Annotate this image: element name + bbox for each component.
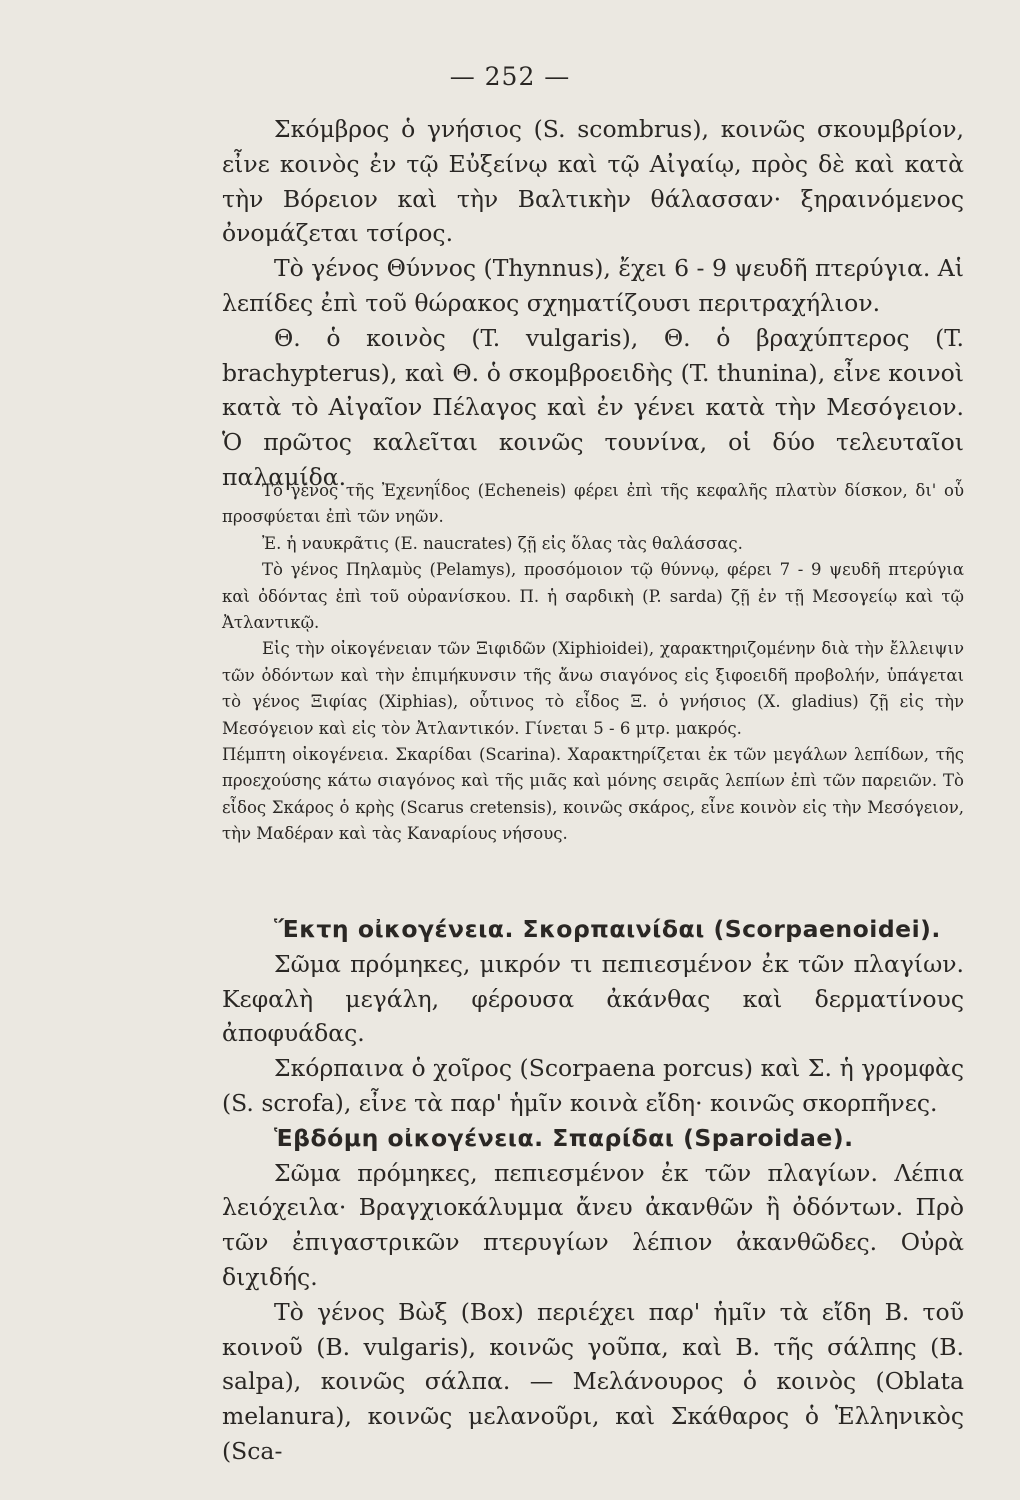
paragraph-thynnus-genus: Τὸ γένος Θύννος (Thynnus), ἔχει 6 - 9 ψευδῆ πτερύγια. Αἱ λεπίδες ἐπὶ τοῦ θώρακος σχηματίζουσι περιτραχήλιον. bbox=[222, 254, 964, 317]
paragraph-xiphioidei: Εἰς τὴν οἰκογένειαν τῶν Ξιφιδῶν (Xiphioidei), χαρακτηριζομένην διὰ τὴν ἔλλειψιν τῶν ὀδόντων καὶ τὴν ἐπιμήκυνσιν τῆς ἄνω σιαγόνος εἰς ξιφοειδῆ προβολήν, ὑπάγεται τὸ γένος Ξιφίας (Xiphias), οὗτινος τὸ εἶδος Ξ. ὁ γνήσιος (X. gladius) ζῇ εἰς τὴν Μεσόγειον καὶ εἰς τὸν Ἀτλαντικόν. Γίνεται 5 - 6 μτρ. μακρός. bbox=[222, 639, 964, 738]
paragraph-scorpaena: Σκόρπαινα ὁ χοῖρος (Scorpaena porcus) καὶ Σ. ἡ γρομφὰς (S. scrofa), εἶνε τὰ παρ' ἡμῖν κοινὰ εἴδη· κοινῶς σκορπῆνες. bbox=[222, 1054, 964, 1117]
paragraph-scombrus: Σκόμβρος ὁ γνήσιος (S. scombrus), κοινῶς σκουμβρίον, εἶνε κοινὸς ἐν τῷ Εὐξείνῳ καὶ τῷ Αἰγαίῳ, πρὸς δὲ καὶ κατὰ τὴν Βόρειον καὶ τὴν Βαλτικὴν θάλασσαν· ξηραινόμενος ὀνομάζεται τσίρος. bbox=[222, 115, 964, 248]
paragraph-naucrates: Ἐ. ἡ ναυκρᾶτις (E. naucrates) ζῇ εἰς ὅλας τὰς θαλάσσας. bbox=[262, 533, 743, 553]
paragraph-sparoidae-description: Σῶμα πρόμηκες, πεπιεσμένον ἐκ τῶν πλαγίων. Λέπια λειόχειλα· Βραγχιοκάλυμμα ἄνευ ἀκανθῶν ἢ ὀδόντων. Πρὸ τῶν ἐπιγαστρικῶν πτερυγίων λέπιον ἀκανθῶδες. Οὐρὰ διχιδής. bbox=[222, 1158, 964, 1291]
heading-seventh-family: Ἑβδόμη οἰκογένεια. Σπαρίδαι (Sparoidae). bbox=[274, 1123, 854, 1152]
paragraph-pelamys: Τὸ γένος Πηλαμὺς (Pelamys), προσόμοιον τῷ θύννῳ, φέρει 7 - 9 ψευδῆ πτερύγια καὶ ὀδόντας ἐπὶ τοῦ οὐρανίσκου. Π. ἡ σαρδικὴ (P. sarda) ζῇ ἐν τῇ Μεσογείῳ καὶ τῷ Ἀτλαντικῷ. bbox=[222, 560, 964, 633]
page-number: — 252 — bbox=[449, 62, 571, 91]
top-text-block bbox=[222, 112, 964, 495]
small-print-block bbox=[222, 478, 964, 848]
paragraph-scorpaenoidei-description: Σῶμα πρόμηκες, μικρόν τι πεπιεσμένον ἐκ τῶν πλαγίων. Κεφαλὴ μεγάλη, φέρουσα ἀκάνθας καὶ δερματίνους ἀποφυάδας. bbox=[222, 949, 964, 1048]
heading-sixth-family: Ἕκτη οἰκογένεια. Σκορπαινίδαι (Scorpaenoidei). bbox=[274, 915, 941, 943]
paragraph-thynnus-species: Θ. ὁ κοινὸς (T. vulgaris), Θ. ὁ βραχύπτερος (T. brachypterus), καὶ Θ. ὁ σκομβροειδὴς (T. thunina), εἶνε κοινοὶ κατὰ τὸ Αἰγαῖον Πέλαγος καὶ ἐν γένει κατὰ τὴν Μεσόγειον. Ὁ πρῶτος καλεῖται κοινῶς τουνίνα, οἱ δύο τελευταῖοι παλαμίδα. bbox=[222, 323, 964, 491]
paragraph-box: Τὸ γένος Βὼξ (Box) περιέχει παρ' ἡμῖν τὰ εἴδη Β. τοῦ κοινοῦ (B. vulgaris), κοινῶς γοῦπα, καὶ Β. τῆς σάλπης (B. salpa), κοινῶς σάλπα. — Μελάνουρος ὁ κοινὸς (Oblata melanura), κοινῶς μελανοῦρι, καὶ Σκάθαρος ὁ Ἑλληνικὸς (Sca- bbox=[222, 1297, 964, 1465]
paragraph-echeneis: Τὸ γένος τῆς Ἐχενηΐδος (Echeneis) φέρει ἐπὶ τῆς κεφαλῆς πλατὺν δίσκον, δι' οὗ προσφύεται ἐπὶ τῶν νηῶν. bbox=[222, 481, 964, 527]
paragraph-scarina: Πέμπτη οἰκογένεια. Σκαρίδαι (Scarina). Χαρακτηρίζεται ἐκ τῶν μεγάλων λεπίδων, τῆς προεχούσης κάτω σιαγόνος καὶ τῆς μιᾶς καὶ μόνης σειρᾶς λεπίων ἐπὶ τῶν παρειῶν. Τὸ εἶδος Σκάρος ὁ κρὴς (Scarus cretensis), κοινῶς σκάρος, εἶνε κοινὸν εἰς τὴν Μεσόγειον, τὴν Μαδέραν καὶ τὰς Καναρίους νήσους. bbox=[222, 745, 964, 844]
bottom-text-block bbox=[222, 912, 964, 1469]
